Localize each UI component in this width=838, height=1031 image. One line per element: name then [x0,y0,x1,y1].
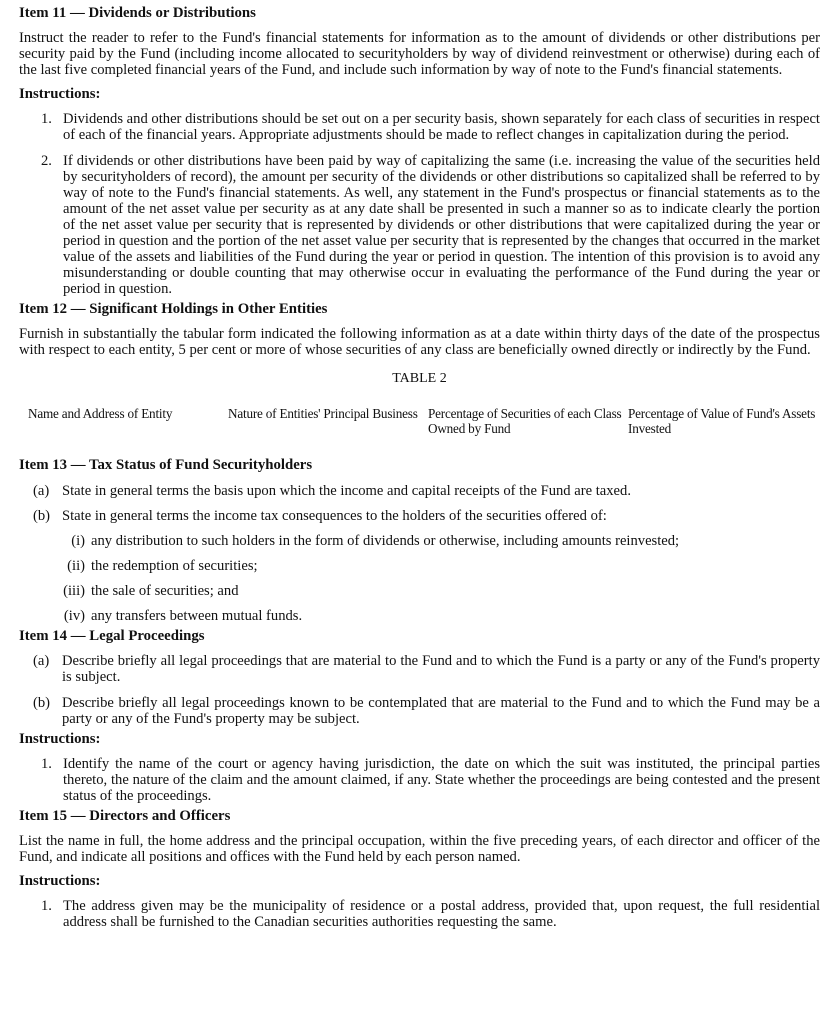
holdings-table-header [28,406,820,436]
item-13-heading: Item 13 — Tax Status of Fund Securityholders [19,457,313,473]
item-14-section [19,628,820,804]
instruction-text: If dividends or other distributions have been paid by way of capitalizing the same (i.e. increasing the value of the securities held by securityholders of record), the amount per security of the dividends or other distributions so capitalized shall be referred to by way of note to the Fund's financial statements. As well, any statement in the Fund's prospectus or financial statements as to the amount of the net asset value per security as at any date shall be presented in such a manner so as to indicate clearly the portion of the net asset value per security that is represented by dividends or other distributions that were capitalized during the year or period in question and the portion of the net asset value per security that is represented by the changes that occurred in the market value of the assets and liabilities of the Fund during the year or period in question. The intention of this provision is to avoid any misunderstanding or double counting that may otherwise occur in evaluating the performance of the Fund during the year or period in question. [63,153,820,297]
list-marker: 1. [41,898,52,914]
item-12-heading: Item 12 — Significant Holdings in Other Entities [19,301,328,317]
item-14-instruction-1 [41,756,820,804]
item-11-heading: Item 11 — Dividends or Distributions [19,5,256,21]
subitem-text: any transfers between mutual funds. [91,608,303,624]
item-13-b-i [61,533,820,549]
table-title: TABLE 2 [392,371,447,386]
item-11-section [19,5,820,297]
item-13-b-iv [61,608,820,624]
list-marker: (b) [33,695,51,711]
list-marker: 1. [41,756,52,772]
list-marker: (ii) [67,558,85,574]
item-text: State in general terms the basis upon which the income and capital receipts of the Fund are taxed. [62,483,631,499]
instruction-text: The address given may be the municipality of residence or a postal address, provided that, upon request, the full residential address shall be furnished to the Canadian securities authorities requesting the same. [63,898,820,930]
item-13-b [33,508,820,524]
list-marker: (iii) [63,583,85,599]
item-11-instruction-1 [41,111,820,143]
item-13-b-iii [61,583,820,599]
item-15-section [19,808,820,930]
item-15-instruction-1 [41,898,820,930]
subitem-text: the sale of securities; and [91,583,239,599]
item-11-instructions-label: Instructions: [19,86,101,102]
item-15-heading: Item 15 — Directors and Officers [19,808,231,824]
list-marker: 2. [41,153,52,169]
subitem-text: any distribution to such holders in the form of dividends or otherwise, including amounts reinvested; [91,533,680,549]
item-12-section [19,301,820,436]
column-header: Nature of Entities' Principal Business [228,406,418,421]
column-header: Percentage of Value of Fund's Assets Invested [628,406,816,436]
column-header: Name and Address of Entity [28,406,173,421]
list-marker: (a) [33,483,50,499]
item-14-heading: Item 14 — Legal Proceedings [19,628,205,644]
item-14-instructions-label: Instructions: [19,731,101,747]
item-12-paragraph: Furnish in substantially the tabular form indicated the following information as at a date within thirty days of the date of the prospectus with respect to each entity, 5 per cent or more of whose securities of any class are beneficially owned directly or indirectly by the Fund. [19,326,820,358]
subitem-text: the redemption of securities; [91,558,258,574]
list-marker: (iv) [63,608,85,624]
item-13-a [33,483,820,499]
list-marker: 1. [41,111,52,127]
item-11-paragraph: Instruct the reader to refer to the Fund's financial statements for information as to the amount of dividends or other distributions per security paid by the Fund (including income allocated to securityholders by way of dividend reinvestment or otherwise) during each of the last five completed financial years of the Fund, and include such information by way of note to the Fund's financial statements. [19,30,820,78]
item-15-paragraph: List the name in full, the home address and the principal occupation, within the five preceding years, of each director and officer of the Fund, and indicate all positions and offices with the Fund held by each person named. [19,833,820,865]
item-13-b-ii [61,558,820,574]
item-13-section [19,457,820,624]
item-text: Describe briefly all legal proceedings known to be contemplated that are material to the Fund and to which the Fund may be a party or any of the Fund's property may be subject. [62,695,820,727]
item-text: Describe briefly all legal proceedings that are material to the Fund and to which the Fund is a party or any of the Fund's property is subject. [62,653,820,685]
instruction-text: Dividends and other distributions should be set out on a per security basis, shown separately for each class of securities in respect of each of the financial years. Appropriate adjustments should be made to reflect changes in capitalization during the period. [63,111,820,143]
item-15-instructions-label: Instructions: [19,873,101,889]
instruction-text: Identify the name of the court or agency having jurisdiction, the date on which the suit was instituted, the principal parties thereto, the nature of the claim and the amount claimed, if any. State whether the proceedings are being contested and the present status of the proceedings. [63,756,820,804]
item-11-instruction-2 [41,153,820,297]
column-header: Percentage of Securities of each Class Owned by Fund [428,406,622,436]
item-14-a [33,653,820,685]
item-14-b [33,695,820,727]
list-marker: (a) [33,653,50,669]
list-marker: (i) [71,533,85,549]
list-marker: (b) [33,508,51,524]
item-text: State in general terms the income tax consequences to the holders of the securities offered of: [62,508,607,524]
